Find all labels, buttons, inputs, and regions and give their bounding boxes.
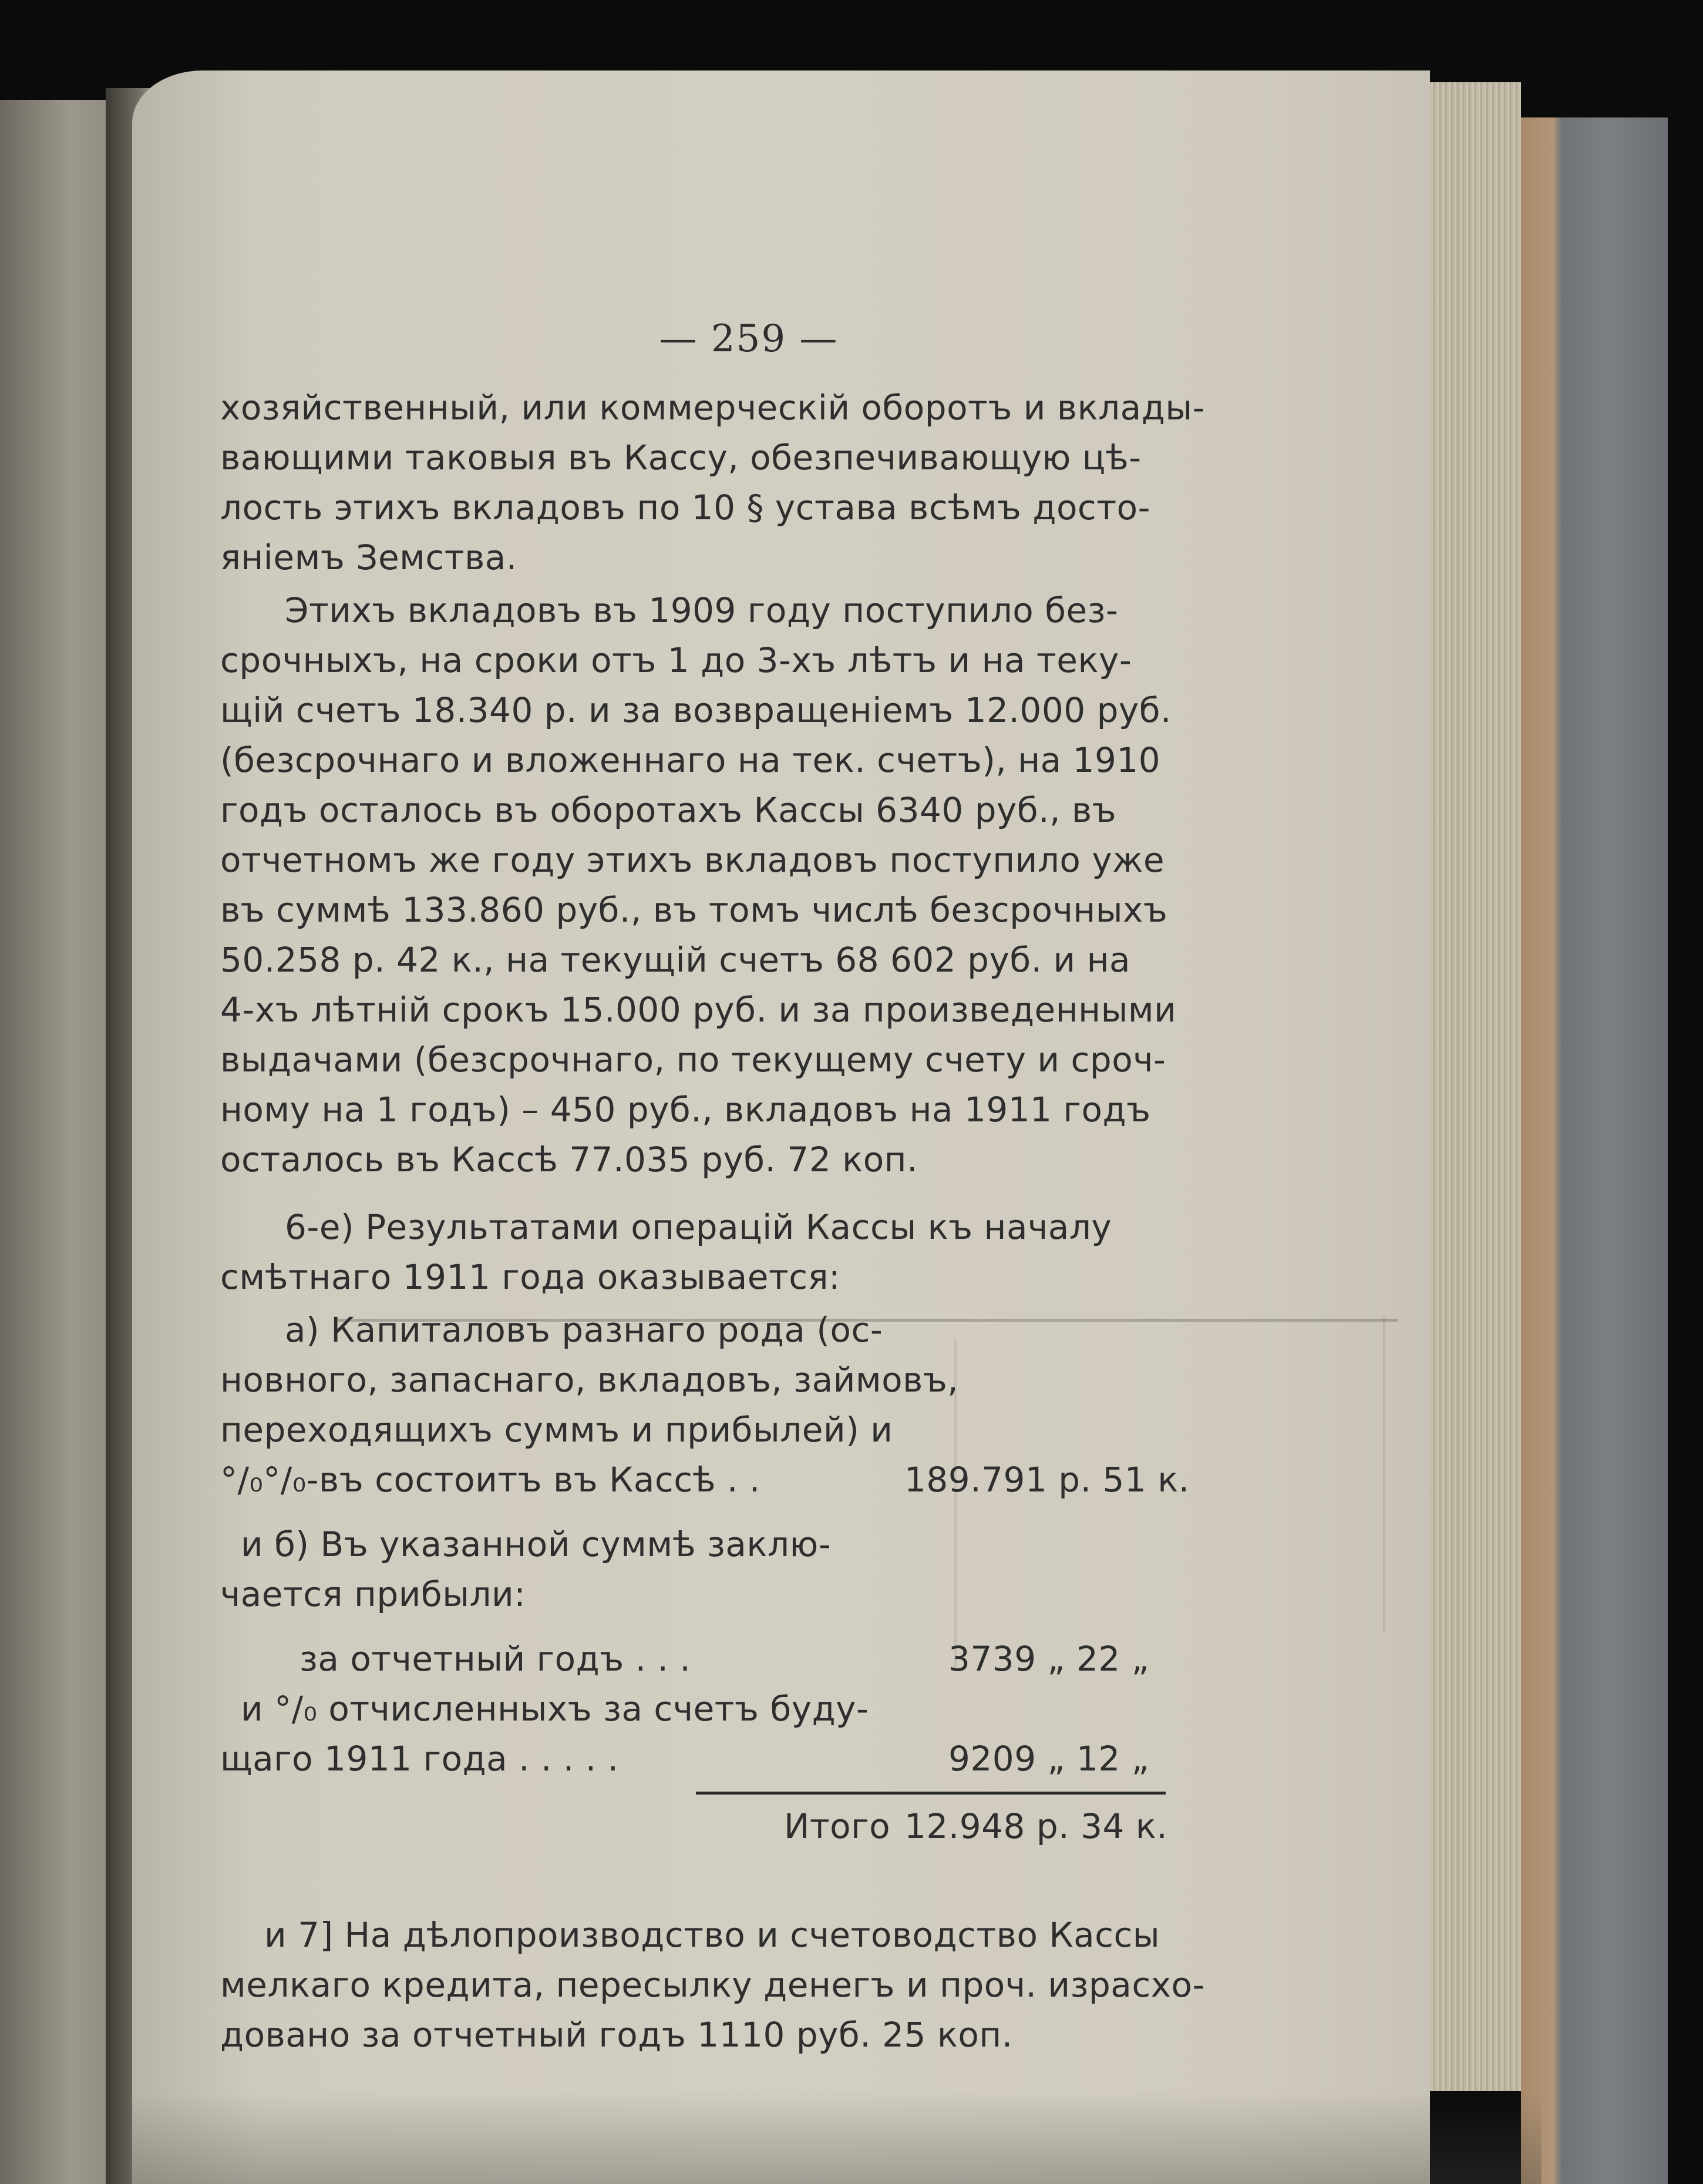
text-line: годъ осталось въ оборотахъ Кассы 6340 руб., въ bbox=[220, 790, 1117, 830]
text-line: отчетномъ же году этихъ вкладовъ поступило уже bbox=[220, 840, 1165, 880]
ledger-row-amount: 9209 „ 12 „ bbox=[948, 1739, 1150, 1779]
book-cover-board bbox=[1521, 117, 1668, 2184]
page-number: — 259 — bbox=[659, 317, 839, 361]
ledger-row-label: и °/₀ отчисленныхъ за счетъ буду- bbox=[241, 1689, 869, 1729]
text-line: и 7] На дѣлопроизводство и счетоводство Кассы bbox=[264, 1915, 1160, 1955]
total-amount: 12.948 р. 34 к. bbox=[904, 1806, 1168, 1846]
text-line: 50.258 р. 42 к., на текущій счетъ 68 602 руб. и на bbox=[220, 940, 1131, 980]
ledger-line: и б) Въ указанной суммѣ заклю- bbox=[241, 1524, 832, 1564]
bottom-shadow bbox=[132, 2091, 1542, 2184]
ledger-row-label: за отчетный годъ . . . bbox=[299, 1639, 691, 1679]
ledger-row-amount: 3739 „ 22 „ bbox=[948, 1639, 1150, 1679]
text-line: Этихъ вкладовъ въ 1909 году поступило без- bbox=[285, 590, 1119, 630]
text-line: вающими таковыя въ Кассу, обезпечивающую цѣ- bbox=[220, 438, 1142, 478]
text-line: лость этихъ вкладовъ по 10 § устава всѣмъ досто- bbox=[220, 488, 1151, 527]
text-line: яніемъ Земства. bbox=[220, 537, 517, 577]
ledger-line: а) Капиталовъ разнаго рода (ос- bbox=[285, 1310, 883, 1350]
total-rule bbox=[696, 1792, 1166, 1795]
ledger-amount-capital: 189.791 р. 51 к. bbox=[904, 1460, 1190, 1500]
ledger-line: новного, запаснаго, вкладовъ, займовъ, bbox=[220, 1360, 959, 1400]
text-line: осталось въ Кассѣ 77.035 руб. 72 коп. bbox=[220, 1140, 918, 1180]
text-line: щій счетъ 18.340 р. и за возвращеніемъ 12.000 руб. bbox=[220, 690, 1172, 730]
ledger-line: °/₀°/₀-въ состоитъ въ Кассѣ . . bbox=[220, 1460, 760, 1500]
text-line: довано за отчетный годъ 1110 руб. 25 коп. bbox=[220, 2015, 1013, 2055]
text-line: (безсрочнаго и вложеннаго на тек. счетъ), на 1910 bbox=[220, 740, 1161, 780]
text-line: 4-хъ лѣтній срокъ 15.000 руб. и за произведенными bbox=[220, 990, 1177, 1030]
ledger-row-label: щаго 1911 года . . . . . bbox=[220, 1739, 619, 1779]
text-line: выдачами (безсрочнаго, по текущему счету и сроч- bbox=[220, 1040, 1166, 1080]
text-line: ному на 1 годъ) – 450 руб., вкладовъ на 1911 годъ bbox=[220, 1090, 1151, 1130]
bleed-through-rule bbox=[1383, 1316, 1385, 1633]
total-label: Итого bbox=[784, 1806, 891, 1846]
text-line: смѣтнаго 1911 года оказывается: bbox=[220, 1257, 841, 1297]
text-line: мелкаго кредита, пересылку денегъ и проч. израсхо- bbox=[220, 1965, 1205, 2005]
page-stack-edges bbox=[1430, 82, 1521, 2091]
ledger-line: переходящихъ суммъ и прибылей) и bbox=[220, 1410, 893, 1450]
text-line: въ суммѣ 133.860 руб., въ томъ числѣ безсрочныхъ bbox=[220, 890, 1168, 930]
text-line: срочныхъ, на сроки отъ 1 до 3-хъ лѣтъ и на теку- bbox=[220, 640, 1132, 680]
text-line: хозяйственный, или коммерческій оборотъ и вклады- bbox=[220, 388, 1206, 428]
ledger-line: чается прибыли: bbox=[220, 1574, 526, 1614]
text-line: 6-е) Результатами операцій Кассы къ началу bbox=[285, 1207, 1112, 1247]
book-page bbox=[132, 70, 1430, 2184]
